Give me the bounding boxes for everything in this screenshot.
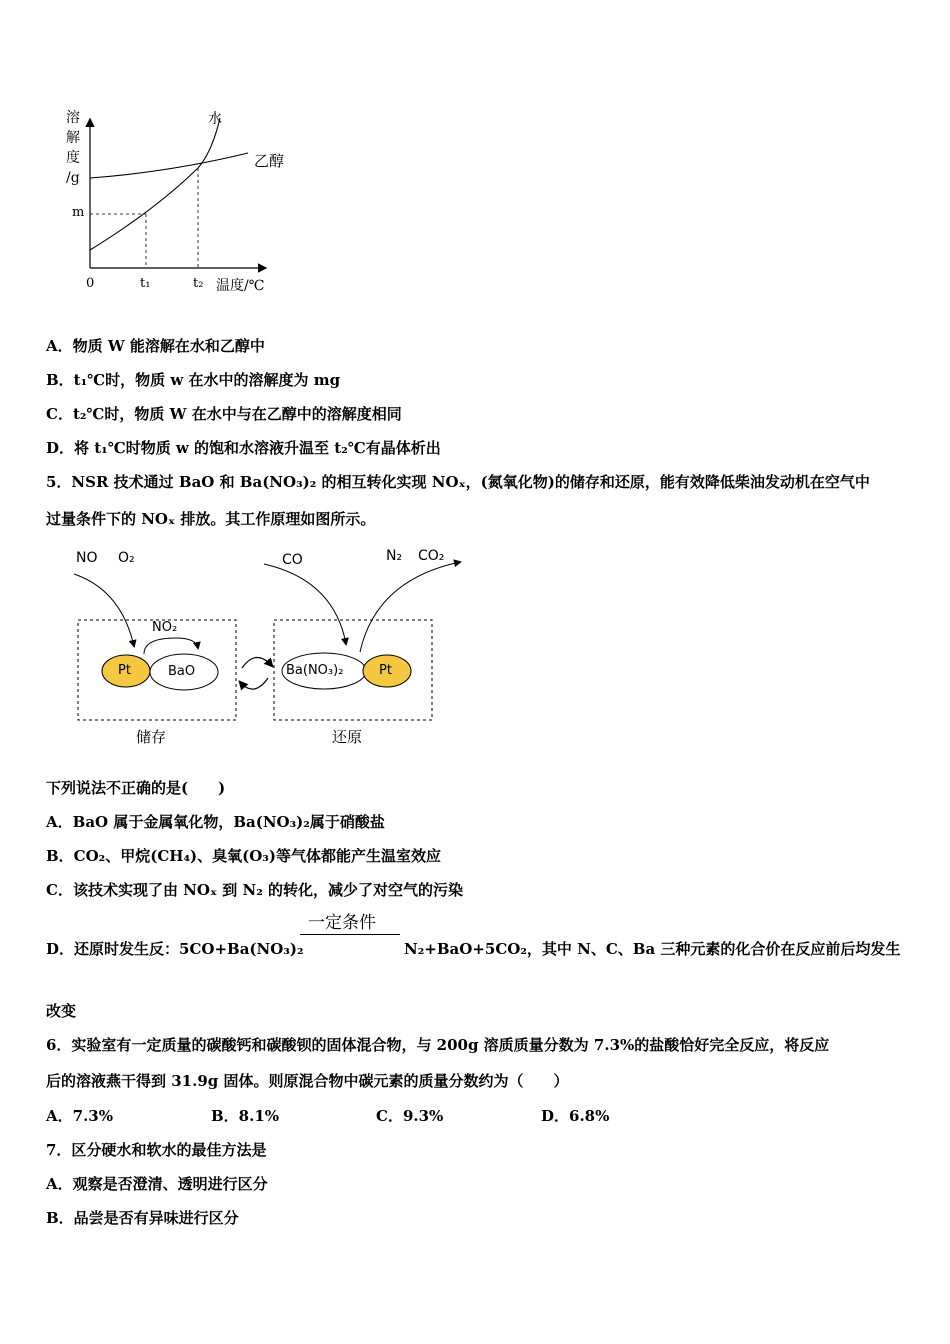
reaction-condition: 一定条件	[308, 913, 376, 933]
n2-label: N₂	[386, 548, 403, 564]
arrow-co-in	[264, 564, 346, 644]
arrow-no-o2-in	[74, 574, 134, 646]
cycle-arrow-lower	[240, 678, 268, 689]
q6-option-a: A．7.3%	[46, 1107, 113, 1125]
q4-option-c: C．t₂℃时，物质 W 在水中与在乙醇中的溶解度相同	[46, 405, 402, 423]
co-label: CO	[282, 552, 303, 568]
x-axis-label: 温度/℃	[216, 278, 265, 294]
q5-option-c: C．该技术实现了由 NOₓ 到 N₂ 的转化，减少了对空气的污染	[46, 881, 464, 899]
q5-option-d-cont: 改变	[46, 1002, 77, 1020]
q5-option-d-right: N₂+BaO+5CO₂，其中 N、C、Ba 三种元素的化合价在反应前后均发生	[404, 940, 901, 958]
nsr-diagram-svg	[46, 540, 486, 755]
pt-right-label: Pt	[379, 663, 392, 678]
q4-option-a: A．物质 W 能溶解在水和乙醇中	[46, 337, 265, 355]
q6-stem-line2: 后的溶液燕干得到 31.9g 固体。则原混合物中碳元素的质量分数约为（ ）	[46, 1072, 569, 1090]
q7-option-b: B．品尝是否有异味进行区分	[46, 1209, 239, 1227]
o2-label: O₂	[118, 550, 135, 566]
q5-option-b: B．CO₂、甲烷(CH₄)、臭氧(O₃)等气体都能产生温室效应	[46, 847, 441, 865]
water-curve-label: 水	[208, 111, 222, 127]
pt-left-label: Pt	[118, 663, 131, 678]
origin-label: 0	[86, 276, 95, 291]
nsr-diagram	[46, 540, 486, 755]
t2-label: t₂	[193, 276, 204, 291]
q6-option-c: C．9.3%	[376, 1107, 444, 1125]
cycle-arrow-upper	[242, 657, 272, 668]
m-label: m	[72, 205, 85, 220]
q7-stem: 7．区分硬水和软水的最佳方法是	[46, 1141, 267, 1159]
reaction-equals-line	[300, 934, 400, 935]
q5-option-a: A．BaO 属于金属氧化物，Ba(NO₃)₂属于硝酸盐	[46, 813, 385, 831]
arrow-n2-co2-out	[360, 562, 460, 652]
solubility-graph-svg	[60, 100, 300, 300]
q5-option-d-left: D．还原时发生反：5CO+Ba(NO₃)₂	[46, 940, 304, 958]
reduction-label: 还原	[332, 728, 363, 746]
q4-option-d: D．将 t₁℃时物质 w 的饱和水溶液升温至 t₂℃有晶体析出	[46, 439, 441, 457]
q5-stem-line2: 过量条件下的 NOₓ 排放。其工作原理如图所示。	[46, 510, 376, 528]
bano3-label: Ba(NO₃)₂	[286, 663, 344, 678]
q5-stem-line1: 5．NSR 技术通过 BaO 和 Ba(NO₃)₂ 的相互转化实现 NOₓ，(氮氧化物)的储存和还原，能有效降低柴油发动机在空气中	[46, 473, 870, 491]
t1-label: t₁	[140, 276, 151, 291]
q6-option-b: B．8.1%	[211, 1107, 280, 1125]
arrow-no2	[144, 638, 198, 654]
co2-label: CO₂	[418, 548, 445, 564]
ethanol-curve-label: 乙醇	[254, 152, 285, 170]
no2-label: NO₂	[152, 620, 178, 635]
q7-option-a: A．观察是否澄清、透明进行区分	[46, 1175, 268, 1193]
y-label-char: /g	[66, 170, 80, 186]
q6-option-d: D．6.8%	[541, 1107, 610, 1125]
y-label-char: 解	[66, 130, 80, 146]
storage-label: 储存	[136, 728, 167, 746]
q6-stem-line1: 6．实验室有一定质量的碳酸钙和碳酸钡的固体混合物，与 200g 溶质质量分数为 7.3%的盐酸恰好完全反应，将反应	[46, 1036, 830, 1054]
solubility-graph	[60, 100, 300, 300]
ethanol-curve	[90, 153, 248, 178]
y-label-char: 溶	[66, 110, 80, 126]
water-curve	[90, 118, 220, 250]
q4-option-b: B．t₁℃时，物质 w 在水中的溶解度为 mg	[46, 371, 341, 389]
q5-question-stem: 下列说法不正确的是( )	[46, 779, 226, 797]
y-label-char: 度	[66, 150, 80, 166]
bao-label: BaO	[168, 664, 196, 679]
no-label: NO	[76, 550, 98, 566]
